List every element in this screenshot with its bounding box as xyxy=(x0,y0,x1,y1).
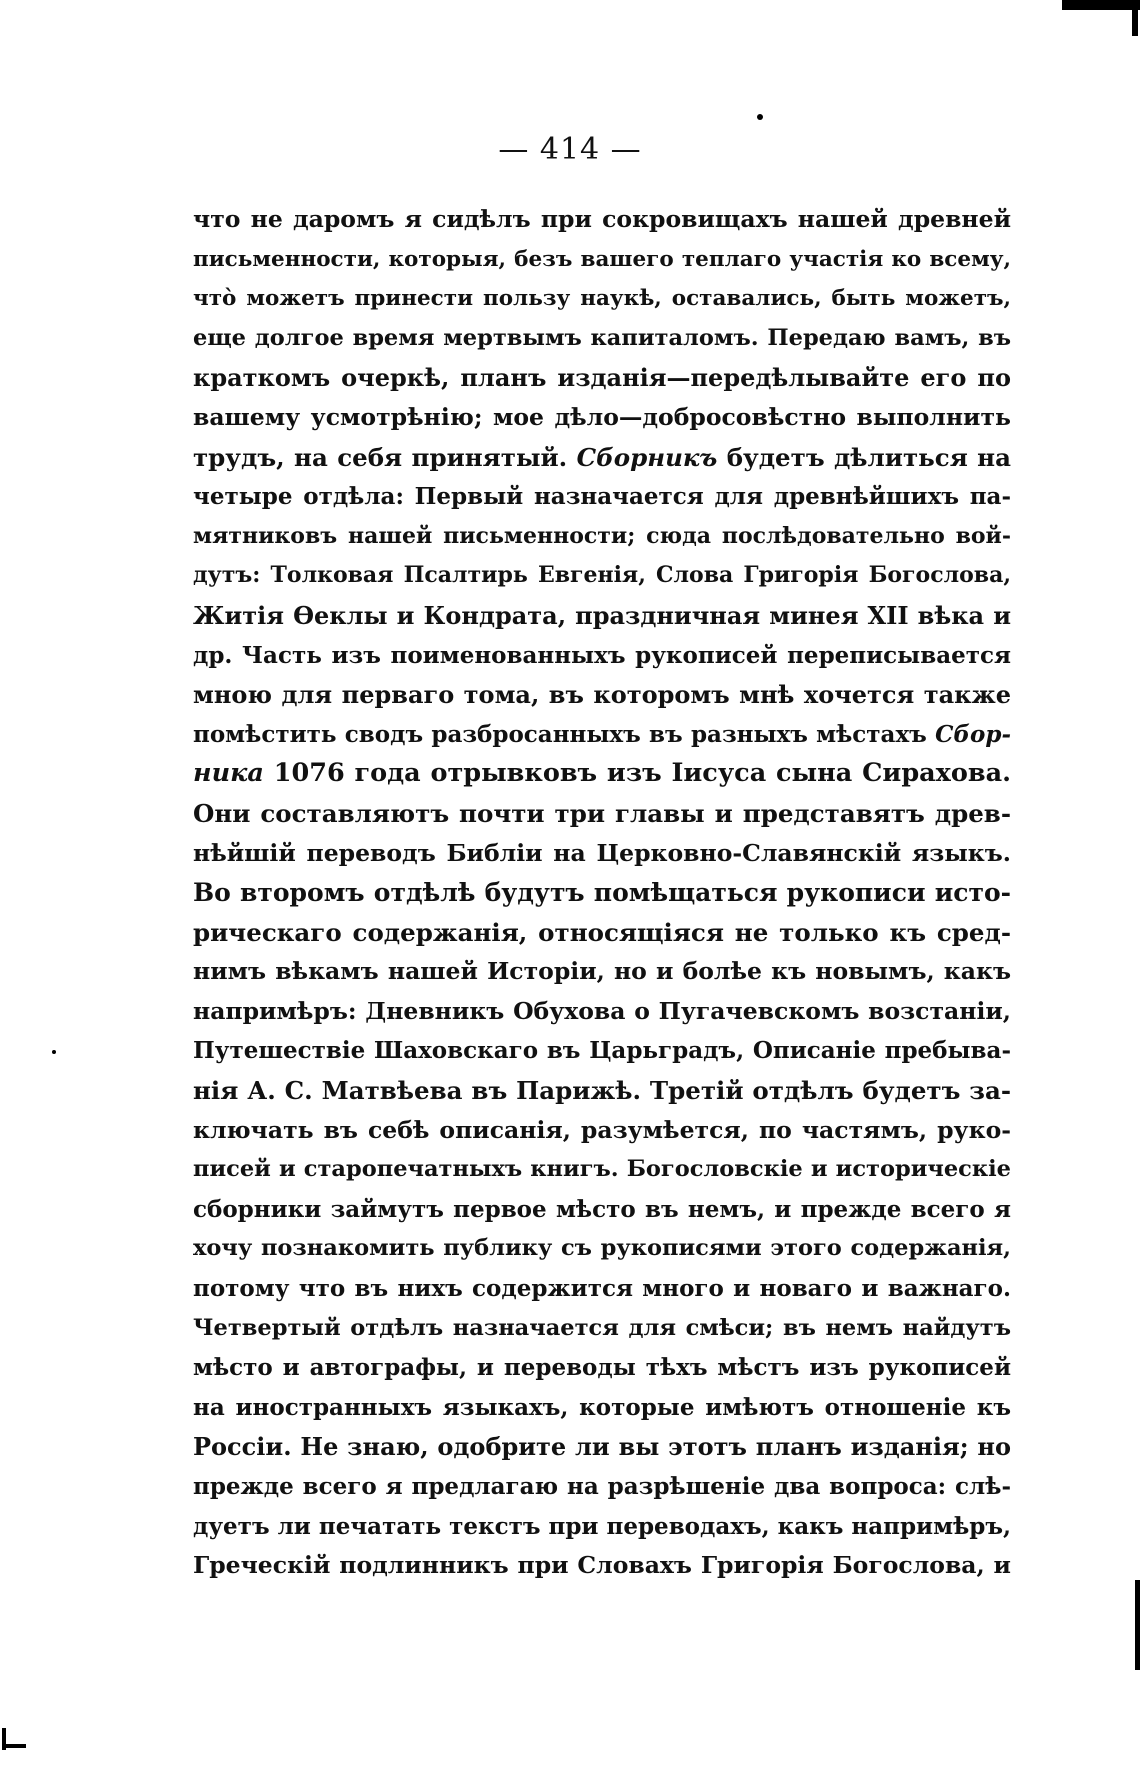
text-line: четыре отдѣла: Первый назначается для древнѣйшихъ па- xyxy=(193,483,1011,511)
scan-edge-artifact xyxy=(1132,10,1138,36)
text-line: Они составляютъ почти три главы и представятъ древ- xyxy=(193,798,1011,828)
body-text xyxy=(193,200,1011,1586)
text-line: на иностранныхъ языкахъ, которые имѣютъ отношеніе къ xyxy=(193,1393,1011,1421)
text-line: Во второмъ отдѣлѣ будутъ помѣщаться рукописи исто- xyxy=(193,878,1011,908)
text-line: Греческій подлинникъ при Словахъ Григорія Богослова, и xyxy=(193,1551,1011,1580)
text-line: др. Часть изъ поименованныхъ рукописей переписывается xyxy=(193,641,1011,669)
text-line: мною для перваго тома, въ которомъ мнѣ хочется также xyxy=(193,680,1011,710)
text-line: ключать въ себѣ описанія, разумѣется, по частямъ, руко- xyxy=(193,1115,1011,1144)
text-line: письменности, которыя, безъ вашего теплаго участія ко всему, xyxy=(193,246,1011,272)
text-line: что̀ можетъ принести пользу наукѣ, оставались, быть можетъ, xyxy=(193,286,1011,312)
text-line: вашему усмотрѣнію; мое дѣло—добросовѣстно выполнить xyxy=(193,402,1011,431)
text-line: нія А. С. Матвѣева въ Парижѣ. Третій отдѣлъ будетъ за- xyxy=(193,1076,1011,1106)
scan-edge-artifact xyxy=(1062,0,1140,10)
scan-corner-artifact xyxy=(0,1728,30,1750)
text-line: что не даромъ я сидѣлъ при сокровищахъ нашей древней xyxy=(193,205,1011,233)
text-line: потому что въ нихъ содержится много и новаго и важнаго. xyxy=(193,1275,1011,1303)
italic-title: ника xyxy=(193,758,264,789)
text-line: прежде всего я предлагаю на разрѣшеніе два вопроса: слѣ- xyxy=(193,1473,1011,1500)
ink-speck xyxy=(52,1050,56,1054)
text-line: нѣйшій переводъ Библіи на Церковно-Славянскій языкъ. xyxy=(193,838,1011,867)
text-line xyxy=(193,715,1011,755)
text-run: трудъ, на себя принятый. xyxy=(193,442,577,472)
scan-edge-artifact xyxy=(1135,1580,1140,1670)
text-line xyxy=(193,438,1011,478)
text-line: Россіи. Не знаю, одобрите ли вы этотъ планъ изданія; но xyxy=(193,1432,1011,1462)
text-line: Четвертый отдѣлъ назначается для смѣси; въ немъ найдутъ xyxy=(193,1314,1011,1341)
page-number: — 414 — xyxy=(498,132,642,167)
text-line: дутъ: Толковая Псалтирь Евгенія, Слова Григорія Богослова, xyxy=(193,562,1011,589)
text-line xyxy=(193,754,1011,794)
italic-title: Сборникъ xyxy=(576,442,718,472)
ink-speck xyxy=(757,114,763,120)
text-run: будетъ дѣлиться на xyxy=(717,442,1011,472)
text-line: мятниковъ нашей письменности; сюда послѣдовательно вой- xyxy=(193,522,1011,549)
text-line: рическаго содержанія, относящіяся не только къ сред- xyxy=(193,917,1011,947)
text-line: Житія Ѳеклы и Кондрата, праздничная минея XII вѣка и xyxy=(193,600,1011,630)
text-line: хочу познакомить публику съ рукописями этого содержанія, xyxy=(193,1235,1011,1262)
text-line: сборники займутъ первое мѣсто въ немъ, и прежде всего я xyxy=(193,1195,1011,1223)
text-line: напримѣръ: Дневникъ Обухова о Пугачевскомъ возстаніи, xyxy=(193,996,1011,1025)
text-line: дуетъ ли печатать текстъ при переводахъ, какъ напримѣръ, xyxy=(193,1512,1011,1540)
italic-title: Сбор- xyxy=(935,720,1011,748)
text-run: помѣстить сводъ разбросанныхъ въ разныхъ мѣстахъ xyxy=(193,720,936,748)
text-line: краткомъ очеркѣ, планъ изданія—передѣлывайте его по xyxy=(193,363,1011,393)
text-line: Путешествіе Шаховскаго въ Царьградъ, Описаніе пребыва- xyxy=(193,1037,1011,1065)
text-line: мѣсто и автографы, и переводы тѣхъ мѣстъ изъ рукописей xyxy=(193,1354,1011,1382)
text-line: нимъ вѣкамъ нашей Исторіи, но и болѣе къ новымъ, какъ xyxy=(193,957,1011,986)
text-run: 1076 года отрывковъ изъ Іисуса сына Сирахова. xyxy=(263,758,1011,789)
text-line: писей и старопечатныхъ книгъ. Богословскіе и историческіе xyxy=(193,1156,1011,1183)
text-line: еще долгое время мертвымъ капиталомъ. Передаю вамъ, въ xyxy=(193,324,1011,351)
